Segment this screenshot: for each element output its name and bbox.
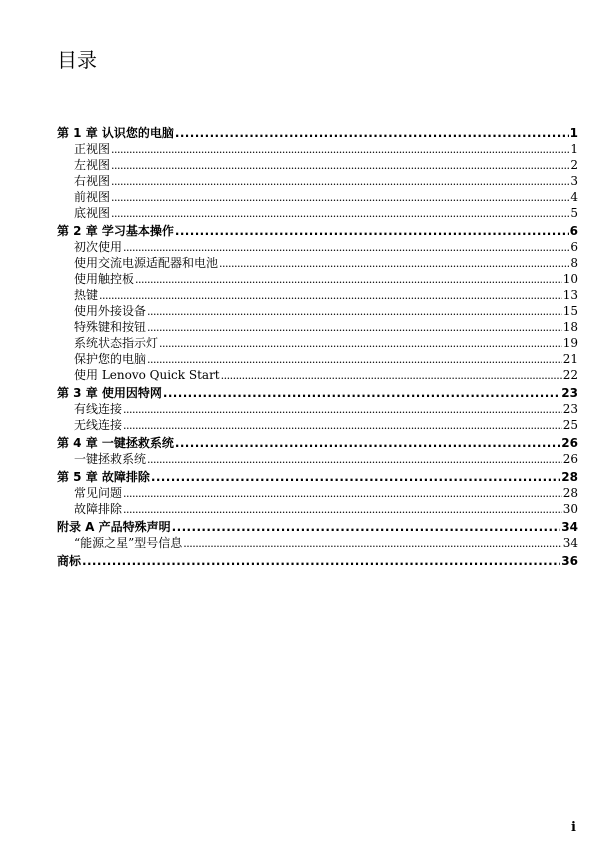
toc-entry-title: 第 1 章 认识您的电脑 [57,126,174,140]
toc-entry-page: 21 [562,352,578,366]
toc-section-entry[interactable] [57,335,578,351]
toc-chapter-entry[interactable] [57,435,578,451]
toc-entry-title: 常见问题 [74,486,123,500]
toc-section-entry[interactable] [57,451,578,467]
toc-entry-title: 底视图 [74,206,111,220]
toc-entry-page: 1 [570,142,578,156]
dot-leader [172,519,561,535]
toc-chapter-entry[interactable] [57,553,578,569]
dot-leader [82,553,560,569]
toc-section-entry[interactable] [57,141,578,157]
toc-entry-page: 23 [562,402,578,416]
toc-entry-page: 28 [562,486,578,500]
dot-leader [147,319,562,336]
toc-entry-page: 2 [570,158,578,172]
dot-leader [147,451,562,468]
dot-leader [111,173,569,190]
toc-section-entry[interactable] [57,367,578,383]
toc-chapter-entry[interactable] [57,385,578,401]
dot-leader [163,385,560,401]
toc-entry-page: 23 [561,386,578,400]
toc-entry-page: 26 [562,452,578,466]
toc-entry-page: 36 [561,554,578,568]
toc-entry-page: 13 [562,288,578,302]
toc-chapter-entry[interactable] [57,469,578,485]
dot-leader [111,205,569,222]
toc-entry-page: 8 [570,256,578,270]
toc-entry-title: 正视图 [74,142,111,156]
toc-entry-title: 前视图 [74,190,111,204]
dot-leader [135,271,562,288]
dot-leader [111,157,569,174]
toc-entry-title: 第 3 章 使用因特网 [57,386,162,400]
toc-section-entry[interactable] [57,351,578,367]
toc-section-entry[interactable] [57,401,578,417]
toc-entry-title: “能源之星”型号信息 [74,536,183,550]
toc-entry-title: 第 2 章 学习基本操作 [57,224,174,238]
toc-entry-page: 18 [562,320,578,334]
table-of-contents [57,125,578,569]
toc-entry-page: 28 [561,470,578,484]
toc-chapter-entry[interactable] [57,519,578,535]
toc-section-entry[interactable] [57,485,578,501]
dot-leader [147,351,562,368]
toc-entry-title: 使用外接设备 [74,304,147,318]
toc-entry-title: 使用 Lenovo Quick Start [74,368,220,382]
toc-chapter-entry[interactable] [57,125,578,141]
toc-entry-title: 第 4 章 一键拯救系统 [57,436,174,450]
dot-leader [111,141,569,158]
toc-entry-page: 1 [569,126,578,140]
toc-section-entry[interactable] [57,239,578,255]
dot-leader [123,401,562,418]
toc-section-entry[interactable] [57,173,578,189]
dot-leader [221,367,562,384]
toc-entry-page: 34 [562,536,578,550]
dot-leader [219,255,569,272]
dot-leader [175,223,569,239]
toc-section-entry[interactable] [57,287,578,303]
toc-entry-title: 右视图 [74,174,111,188]
toc-entry-page: 26 [561,436,578,450]
toc-entry-page: 30 [562,502,578,516]
toc-entry-page: 19 [562,336,578,350]
dot-leader [99,287,562,304]
toc-entry-page: 25 [562,418,578,432]
toc-entry-page: 22 [562,368,578,382]
toc-section-entry[interactable] [57,189,578,205]
toc-entry-title: 无线连接 [74,418,123,432]
toc-entry-title: 第 5 章 故障排除 [57,470,150,484]
toc-entry-title: 系统状态指示灯 [74,336,159,350]
toc-entry-title: 使用触控板 [74,272,135,286]
toc-entry-title: 保护您的电脑 [74,352,147,366]
toc-entry-title: 特殊键和按钮 [74,320,147,334]
toc-section-entry[interactable] [57,501,578,517]
toc-section-entry[interactable] [57,157,578,173]
dot-leader [123,417,562,434]
toc-section-entry[interactable] [57,271,578,287]
toc-entry-page: 3 [570,174,578,188]
dot-leader [147,303,562,320]
toc-chapter-entry[interactable] [57,223,578,239]
toc-entry-page: 6 [570,240,578,254]
dot-leader [183,535,561,552]
dot-leader [151,469,560,485]
toc-entry-page: 4 [570,190,578,204]
toc-entry-page: 15 [562,304,578,318]
toc-entry-page: 34 [561,520,578,534]
toc-entry-title: 故障排除 [74,502,123,516]
toc-entry-title: 左视图 [74,158,111,172]
toc-entry-title: 热键 [74,288,99,302]
page-title: 目录 [57,48,97,72]
dot-leader [111,189,569,206]
toc-section-entry[interactable] [57,417,578,433]
toc-section-entry[interactable] [57,535,578,551]
dot-leader [123,501,562,518]
toc-entry-title: 使用交流电源适配器和电池 [74,256,219,270]
dot-leader [123,239,569,256]
toc-entry-title: 一键拯救系统 [74,452,147,466]
dot-leader [159,335,562,352]
toc-section-entry[interactable] [57,255,578,271]
dot-leader [175,435,560,451]
toc-section-entry[interactable] [57,205,578,221]
toc-section-entry[interactable] [57,319,578,335]
page-number: i [571,820,576,835]
dot-leader [123,485,562,502]
toc-entry-page: 5 [570,206,578,220]
dot-leader [175,125,569,141]
toc-entry-page: 6 [569,224,578,238]
toc-entry-title: 附录 A 产品特殊声明 [57,520,171,534]
toc-entry-page: 10 [562,272,578,286]
toc-section-entry[interactable] [57,303,578,319]
toc-entry-title: 初次使用 [74,240,123,254]
toc-entry-title: 有线连接 [74,402,123,416]
toc-entry-title: 商标 [57,554,82,568]
